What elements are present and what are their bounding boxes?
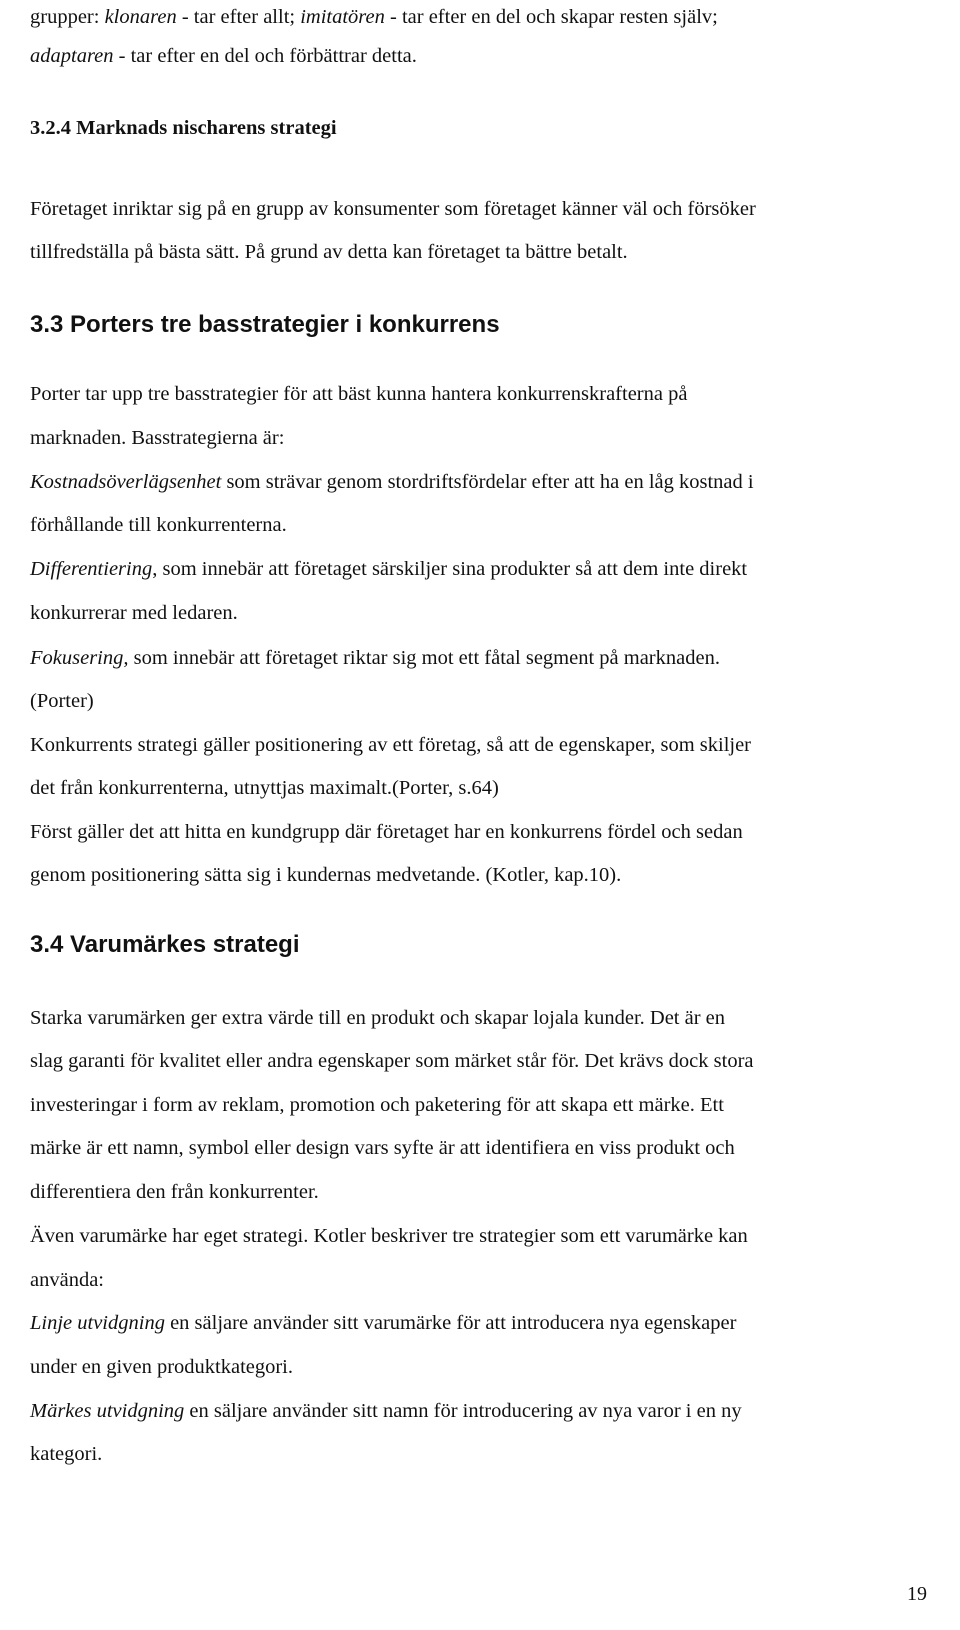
text-line: använda: [30,1269,104,1291]
text-span: som innebär att företaget riktar sig mot ett fåtal segment på marknaden. [128,647,720,669]
text-line: under en given produktkategori. [30,1356,294,1378]
text-line: differentiera den från konkurrenter. [30,1181,319,1203]
text-line [30,4,718,30]
section-heading: 3.2.4 Marknads nischarens strategi [30,117,337,139]
italic-term: Differentiering [30,558,153,580]
italic-term: klonaren [104,6,177,28]
section-heading: 3.3 Porters tre basstrategier i konkurrens [30,311,500,338]
text-line: investeringar i form av reklam, promotion och paketering för att skapa ett märke. Ett [30,1094,724,1116]
text-line: genom positionering sätta sig i kundernas medvetande. (Kotler, kap.10). [30,864,622,886]
italic-term: Linje utvidgning [30,1312,165,1334]
text-line [30,1398,742,1424]
text-line: tillfredställa på bästa sätt. På grund av detta kan företaget ta bättre betalt. [30,241,628,263]
text-line [30,645,720,671]
text-line [30,469,754,495]
text-line: Även varumärke har eget strategi. Kotler beskriver tre strategier som ett varumärke kan [30,1225,748,1247]
text-line: förhållande till konkurrenterna. [30,514,287,536]
page-number: 19 [907,1583,927,1605]
italic-term: adaptaren [30,45,114,67]
text-line: det från konkurrenterna, utnyttjas maximalt.(Porter, s.64) [30,777,499,799]
text-line: (Porter) [30,690,94,712]
italic-term: Kostnadsöverlägsenhet [30,471,222,493]
text-line: marknaden. Basstrategierna är: [30,427,285,449]
text-span: en säljare använder sitt varumärke för att introducera nya egenskaper [164,1312,737,1334]
text-line: kategori. [30,1443,103,1465]
text-span: grupper: [30,6,105,28]
text-span: - tar efter en del och förbättrar detta. [113,45,417,67]
text-span: en säljare använder sitt namn för introducering av nya varor i en ny [184,1400,742,1422]
italic-term: Märkes utvidgning [30,1400,185,1422]
text-line: Konkurrents strategi gäller positionering av ett företag, så att de egenskaper, som skiljer [30,734,752,756]
text-line [30,1310,736,1336]
text-line: märke är ett namn, symbol eller design vars syfte är att identifiera en viss produkt och [30,1137,735,1159]
text-span: - tar efter en del och skapar resten själv; [384,6,718,28]
text-span: - tar efter allt; [176,6,301,28]
text-span: , som innebär att företaget särskiljer sina produkter så att dem inte direkt [152,558,748,580]
text-line [30,556,747,582]
italic-term: Fokusering, [30,647,129,669]
text-line: Starka varumärken ger extra värde till en produkt och skapar lojala kunder. Det är en [30,1007,726,1029]
text-line: slag garanti för kvalitet eller andra egenskaper som märket står för. Det krävs dock stora [30,1050,754,1072]
text-line: Porter tar upp tre basstrategier för att bäst kunna hantera konkurrenskrafterna på [30,383,688,405]
text-line: konkurrerar med ledaren. [30,602,238,624]
italic-term: imitatören [300,6,385,28]
section-heading: 3.4 Varumärkes strategi [30,931,300,958]
text-line: Företaget inriktar sig på en grupp av konsumenter som företaget känner väl och försöker [30,198,756,220]
text-line: Först gäller det att hitta en kundgrupp där företaget har en konkurrens fördel och sedan [30,821,743,843]
text-span: som strävar genom stordriftsfördelar efter att ha en låg kostnad i [221,471,754,493]
text-line [30,43,417,69]
